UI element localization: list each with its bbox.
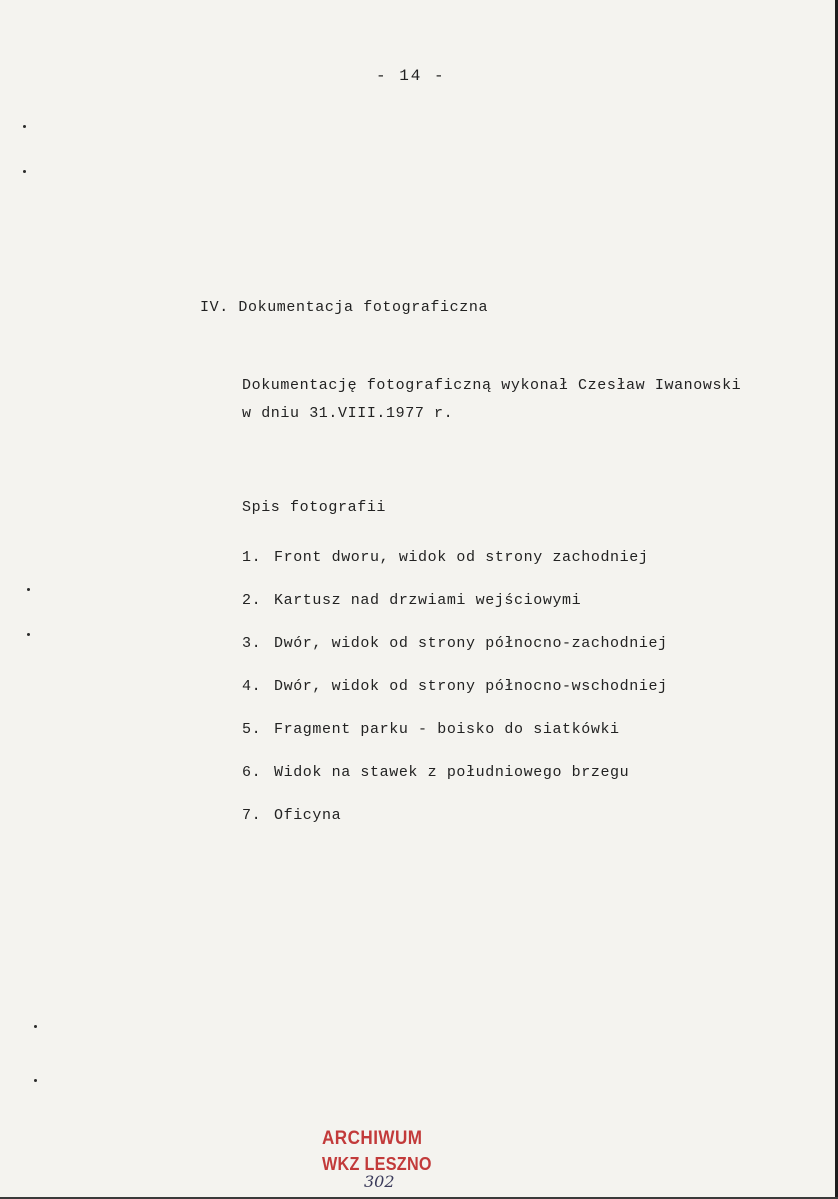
list-item bbox=[242, 548, 668, 591]
archive-stamp bbox=[322, 1128, 462, 1175]
punch-hole-mark bbox=[23, 125, 26, 128]
list-item-number: 6. bbox=[242, 764, 262, 781]
list-item-text: Oficyna bbox=[274, 807, 342, 824]
photo-list bbox=[242, 548, 668, 849]
list-item-text: Widok na stawek z południowego brzegu bbox=[274, 764, 630, 781]
punch-hole-mark bbox=[34, 1079, 37, 1082]
list-item bbox=[242, 591, 668, 634]
list-item bbox=[242, 634, 668, 677]
stamp-line: ARCHIWUM bbox=[322, 1128, 423, 1149]
punch-hole-mark bbox=[27, 633, 30, 636]
list-item-text: Dwór, widok od strony północno-wschodniej bbox=[274, 678, 668, 695]
list-item-number: 4. bbox=[242, 678, 262, 695]
section-heading: IV. Dokumentacja fotograficzna bbox=[200, 299, 489, 316]
photo-list-title: Spis fotografii bbox=[242, 499, 387, 516]
list-item-number: 2. bbox=[242, 592, 262, 609]
list-item-number: 1. bbox=[242, 549, 262, 566]
list-item bbox=[242, 720, 668, 763]
list-item-text: Fragment parku - boisko do siatkówki bbox=[274, 721, 620, 738]
list-item-text: Kartusz nad drzwiami wejściowymi bbox=[274, 592, 582, 609]
punch-hole-mark bbox=[27, 588, 30, 591]
paragraph-line: w dniu 31.VIII.1977 r. bbox=[242, 405, 454, 422]
punch-hole-mark bbox=[23, 170, 26, 173]
stamp-line: WKZ LESZNO bbox=[322, 1154, 432, 1174]
page-number: - 14 - bbox=[376, 67, 446, 85]
handwritten-archive-number: 302 bbox=[364, 1172, 395, 1191]
list-item-text: Dwór, widok od strony północno-zachodniej bbox=[274, 635, 668, 652]
punch-hole-mark bbox=[34, 1025, 37, 1028]
list-item-number: 5. bbox=[242, 721, 262, 738]
list-item bbox=[242, 763, 668, 806]
list-item-text: Front dworu, widok od strony zachodniej bbox=[274, 549, 649, 566]
list-item-number: 3. bbox=[242, 635, 262, 652]
list-item bbox=[242, 806, 668, 849]
list-item bbox=[242, 677, 668, 720]
list-item-number: 7. bbox=[242, 807, 262, 824]
paragraph-line: Dokumentację fotograficzną wykonał Czesław Iwanowski bbox=[242, 377, 742, 394]
